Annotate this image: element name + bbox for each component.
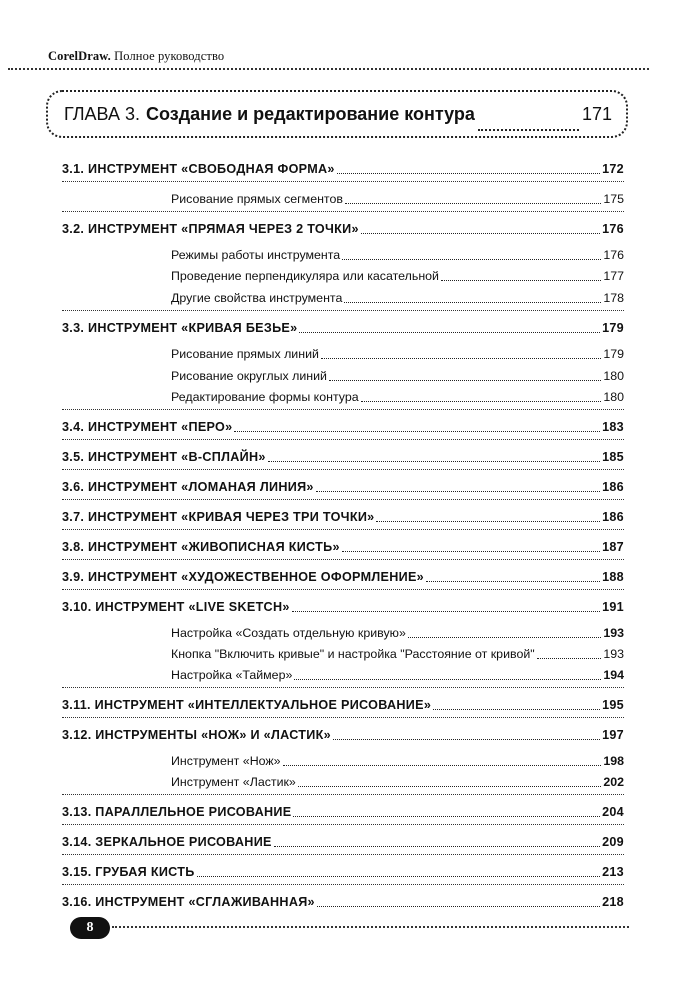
toc-entry-title: Проведение перпендикуляра или касательной xyxy=(171,269,439,283)
toc-section-entry[interactable] xyxy=(62,221,624,237)
chapter-title: Создание и редактирование контура xyxy=(145,103,475,124)
toc-entry-title: 3.9. ИНСТРУМЕНТ «ХУДОЖЕСТВЕННОЕ ОФОРМЛЕНИЕ» xyxy=(62,570,424,584)
toc-entry-title: Кнопка "Включить кривые" и настройка "Расстояние от кривой" xyxy=(171,647,535,661)
toc-entry-title: 3.11. ИНСТРУМЕНТ «ИНТЕЛЛЕКТУАЛЬНОЕ РИСОВАНИЕ» xyxy=(62,698,432,712)
section-separator xyxy=(62,181,624,182)
toc-entry-page: 176 xyxy=(603,248,624,262)
toc-subsection-entry[interactable] xyxy=(171,368,624,384)
dot-leader xyxy=(274,846,600,847)
section-separator xyxy=(62,824,624,825)
section-separator xyxy=(62,559,624,560)
toc-entry-title: 3.15. ГРУБАЯ КИСТЬ xyxy=(62,865,195,879)
section-separator xyxy=(62,717,624,718)
dot-leader xyxy=(441,280,601,281)
toc-entry-title: Редактирование формы контура xyxy=(171,390,359,404)
toc-entry-page: 204 xyxy=(602,805,624,819)
toc-section-entry[interactable] xyxy=(62,727,624,743)
toc-entry-title: 3.1. ИНСТРУМЕНТ «СВОБОДНАЯ ФОРМА» xyxy=(62,162,335,176)
dot-leader xyxy=(234,431,600,432)
toc-entry-page: 188 xyxy=(602,570,624,584)
chapter-heading[interactable] xyxy=(46,90,628,138)
toc-section-entry[interactable] xyxy=(62,569,624,585)
toc-entry-title: 3.4. ИНСТРУМЕНТ «ПЕРО» xyxy=(62,420,233,434)
toc-entry-title: 3.6. ИНСТРУМЕНТ «ЛОМАНАЯ ЛИНИЯ» xyxy=(62,480,314,494)
dot-leader xyxy=(299,332,600,333)
toc-entry-page: 193 xyxy=(603,647,624,661)
toc-entry-page: 194 xyxy=(603,668,624,682)
toc-entry-title: Режимы работы инструмента xyxy=(171,248,341,262)
toc-subsection-entry[interactable] xyxy=(171,625,624,641)
toc-entry-page: 178 xyxy=(603,291,624,305)
section-separator xyxy=(62,884,624,885)
toc-section-entry[interactable] xyxy=(62,479,624,495)
toc-entry-page: 218 xyxy=(602,895,624,909)
toc-entry-title: Рисование прямых сегментов xyxy=(171,192,343,206)
toc-entry-page: 186 xyxy=(602,510,624,524)
toc-entry-title: Рисование округлых линий xyxy=(171,369,327,383)
chapter-page: 171 xyxy=(581,103,612,124)
toc-entry-page: 187 xyxy=(602,540,624,554)
toc-section-entry[interactable] xyxy=(62,449,624,465)
section-separator xyxy=(62,439,624,440)
running-head-book: CorelDraw. xyxy=(48,49,111,63)
dot-leader xyxy=(361,401,602,402)
dot-leader xyxy=(426,581,600,582)
dot-leader xyxy=(317,906,600,907)
toc-entry-title: 3.14. ЗЕРКАЛЬНОЕ РИСОВАНИЕ xyxy=(62,835,272,849)
toc-entry-title: 3.2. ИНСТРУМЕНТ «ПРЯМАЯ ЧЕРЕЗ 2 ТОЧКИ» xyxy=(62,222,359,236)
toc-entry-title: 3.7. ИНСТРУМЕНТ «КРИВАЯ ЧЕРЕЗ ТРИ ТОЧКИ» xyxy=(62,510,375,524)
running-head xyxy=(48,49,224,64)
toc-section-entry[interactable] xyxy=(62,509,624,525)
toc-entry-page: 198 xyxy=(603,754,624,768)
dot-leader xyxy=(321,358,601,359)
toc-subsection-entry[interactable] xyxy=(171,247,624,263)
toc-subsection-entry[interactable] xyxy=(171,389,624,405)
toc-subsection-entry[interactable] xyxy=(171,191,624,207)
toc-entry-page: 179 xyxy=(603,347,624,361)
dot-leader xyxy=(376,521,600,522)
toc-section-entry[interactable] xyxy=(62,539,624,555)
toc-subsection-entry[interactable] xyxy=(171,646,624,662)
toc-entry-page: 191 xyxy=(602,600,624,614)
dot-leader xyxy=(298,786,601,787)
toc-entry-page: 180 xyxy=(603,369,624,383)
toc-entry-page: 202 xyxy=(603,775,624,789)
toc-entry-page: 195 xyxy=(602,698,624,712)
toc-section-entry[interactable] xyxy=(62,161,624,177)
toc-entry-title: 3.3. ИНСТРУМЕНТ «КРИВАЯ БЕЗЬЕ» xyxy=(62,321,298,335)
running-head-subtitle: Полное руководство xyxy=(110,49,225,63)
toc-entry-title: Инструмент «Нож» xyxy=(171,754,281,768)
section-separator xyxy=(62,310,624,311)
footer-rule xyxy=(112,926,629,928)
section-separator xyxy=(62,499,624,500)
page-number-badge: 8 xyxy=(70,917,110,939)
dot-leader xyxy=(294,679,601,680)
section-separator xyxy=(62,211,624,212)
dot-leader xyxy=(333,739,600,740)
toc-subsection-entry[interactable] xyxy=(171,753,624,769)
toc-subsection-entry[interactable] xyxy=(171,667,624,683)
toc-entry-title: Рисование прямых линий xyxy=(171,347,319,361)
toc-entry-page: 176 xyxy=(602,222,624,236)
dot-leader xyxy=(293,816,600,817)
toc-section-entry[interactable] xyxy=(62,864,624,880)
running-head-rule xyxy=(8,68,649,70)
toc-entry-page: 193 xyxy=(603,626,624,640)
dot-leader xyxy=(197,876,600,877)
toc-entry-title: Настройка «Таймер» xyxy=(171,668,293,682)
toc-section-entry[interactable] xyxy=(62,894,624,910)
toc-entry-title: Настройка «Создать отдельную кривую» xyxy=(171,626,406,640)
section-separator xyxy=(62,854,624,855)
toc-section-entry[interactable] xyxy=(62,419,624,435)
toc-subsection-entry[interactable] xyxy=(171,290,624,306)
toc-entry-title: 3.10. ИНСТРУМЕНТ «LIVE SKETCH» xyxy=(62,600,290,614)
toc-entry-page: 197 xyxy=(602,728,624,742)
toc-section-entry[interactable] xyxy=(62,804,624,820)
section-separator xyxy=(62,409,624,410)
toc-subsection-entry[interactable] xyxy=(171,268,624,284)
toc-entry-page: 179 xyxy=(602,321,624,335)
section-separator xyxy=(62,529,624,530)
toc-section-entry[interactable] xyxy=(62,320,624,336)
toc-entry-title: 3.5. ИНСТРУМЕНТ «В-СПЛАЙН» xyxy=(62,450,266,464)
dot-leader xyxy=(478,129,579,131)
section-separator xyxy=(62,687,624,688)
toc-entry-title: 3.13. ПАРАЛЛЕЛЬНОЕ РИСОВАНИЕ xyxy=(62,805,292,819)
dot-leader xyxy=(344,302,601,303)
section-separator xyxy=(62,589,624,590)
section-separator xyxy=(62,469,624,470)
toc-entry-page: 180 xyxy=(603,390,624,404)
dot-leader xyxy=(345,203,601,204)
dot-leader xyxy=(537,658,602,659)
toc-entry-page: 209 xyxy=(602,835,624,849)
dot-leader xyxy=(342,551,600,552)
dot-leader xyxy=(408,637,601,638)
toc-entry-title: Другие свойства инструмента xyxy=(171,291,343,305)
toc-section-entry[interactable] xyxy=(62,697,624,713)
toc-entry-title: 3.12. ИНСТРУМЕНТЫ «НОЖ» И «ЛАСТИК» xyxy=(62,728,331,742)
toc-section-entry[interactable] xyxy=(62,834,624,850)
dot-leader xyxy=(342,259,601,260)
toc-subsection-entry[interactable] xyxy=(171,774,624,790)
section-separator xyxy=(62,794,624,795)
toc-entry-page: 186 xyxy=(602,480,624,494)
toc-entry-page: 177 xyxy=(603,269,624,283)
chapter-number: ГЛАВА 3. xyxy=(64,103,140,124)
dot-leader xyxy=(433,709,600,710)
dot-leader xyxy=(268,461,600,462)
dot-leader xyxy=(361,233,600,234)
toc-entry-title: 3.8. ИНСТРУМЕНТ «ЖИВОПИСНАЯ КИСТЬ» xyxy=(62,540,340,554)
dot-leader xyxy=(283,765,602,766)
toc-entry-page: 183 xyxy=(602,420,624,434)
toc-section-entry[interactable] xyxy=(62,599,624,615)
toc-entry-page: 175 xyxy=(603,192,624,206)
toc-entry-page: 185 xyxy=(602,450,624,464)
toc-subsection-entry[interactable] xyxy=(171,346,624,362)
toc-entry-page: 172 xyxy=(602,162,624,176)
dot-leader xyxy=(329,380,601,381)
dot-leader xyxy=(292,611,600,612)
dot-leader xyxy=(337,173,600,174)
dot-leader xyxy=(316,491,600,492)
toc-entry-title: 3.16. ИНСТРУМЕНТ «СГЛАЖИВАННАЯ» xyxy=(62,895,315,909)
toc-entry-page: 213 xyxy=(602,865,624,879)
toc-entry-title: Инструмент «Ластик» xyxy=(171,775,296,789)
